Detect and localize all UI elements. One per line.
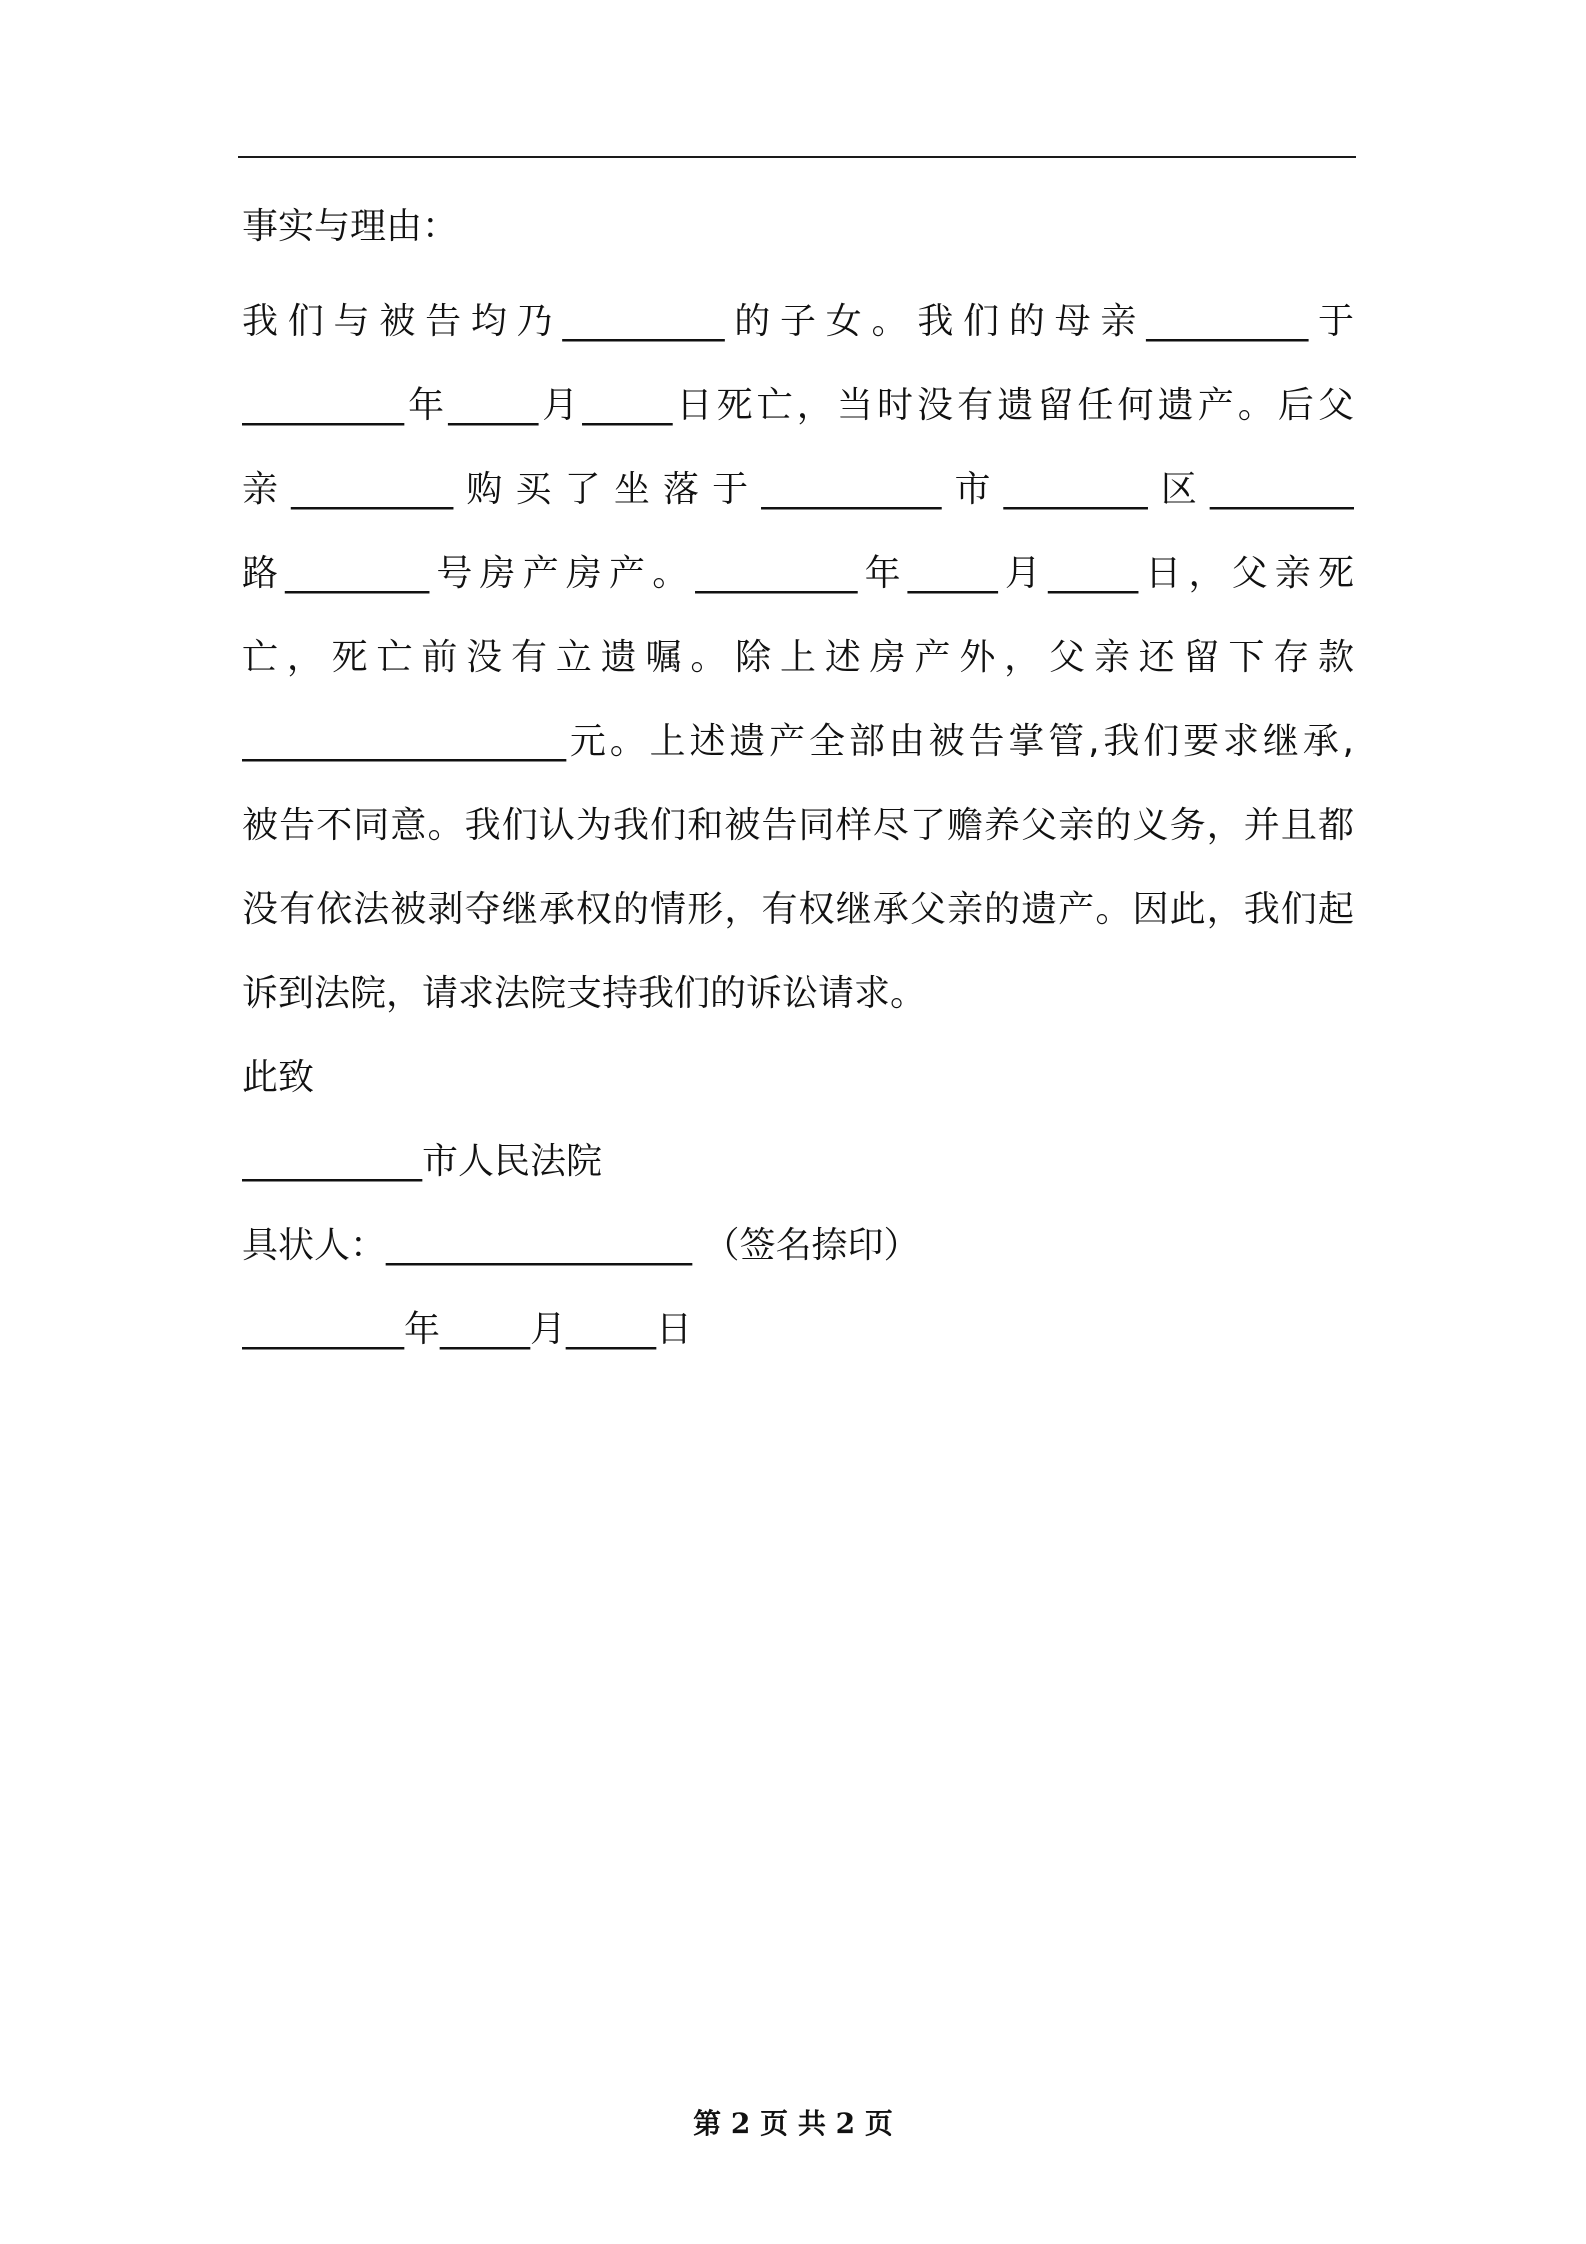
signer-line: 具状人：_________________ （签名捺印） <box>242 1225 920 1266</box>
date-line: _________年_____月_____日 <box>242 1309 692 1350</box>
salutation: 此致 <box>242 1057 315 1098</box>
body-line: __________________元。上述遗产全部由被告掌管,我们要求继承, <box>242 721 1354 762</box>
body-line: 被告不同意。我们认为我们和被告同样尽了赡养父亲的义务，并且都 <box>242 805 1354 846</box>
spacer <box>242 258 1354 280</box>
body-line: 我们与被告均乃_________的子女。我们的母亲_________于 <box>242 301 1354 342</box>
body-line: 路________号房产房产。_________年_____月_____日，父亲死 <box>242 553 1354 594</box>
court-line: __________市人民法院 <box>242 1141 603 1182</box>
section-heading: 事实与理由： <box>242 206 459 247</box>
page-footer: 第 2 页 共 2 页 <box>693 2107 893 2140</box>
body-line: 亡，死亡前没有立遗嘱。除上述房产外，父亲还留下存款 <box>242 637 1354 678</box>
body-line: 亲_________购买了坐落于__________市________区________ <box>242 469 1354 510</box>
body-line: 诉到法院，请求法院支持我们的诉讼请求。 <box>242 973 927 1014</box>
header-rule <box>238 156 1356 158</box>
body-line: 没有依法被剥夺继承权的情形，有权继承父亲的遗产。因此，我们起 <box>242 889 1354 930</box>
document-body <box>242 196 1354 1372</box>
body-line: _________年_____月_____日死亡，当时没有遗留任何遗产。后父 <box>242 385 1354 426</box>
